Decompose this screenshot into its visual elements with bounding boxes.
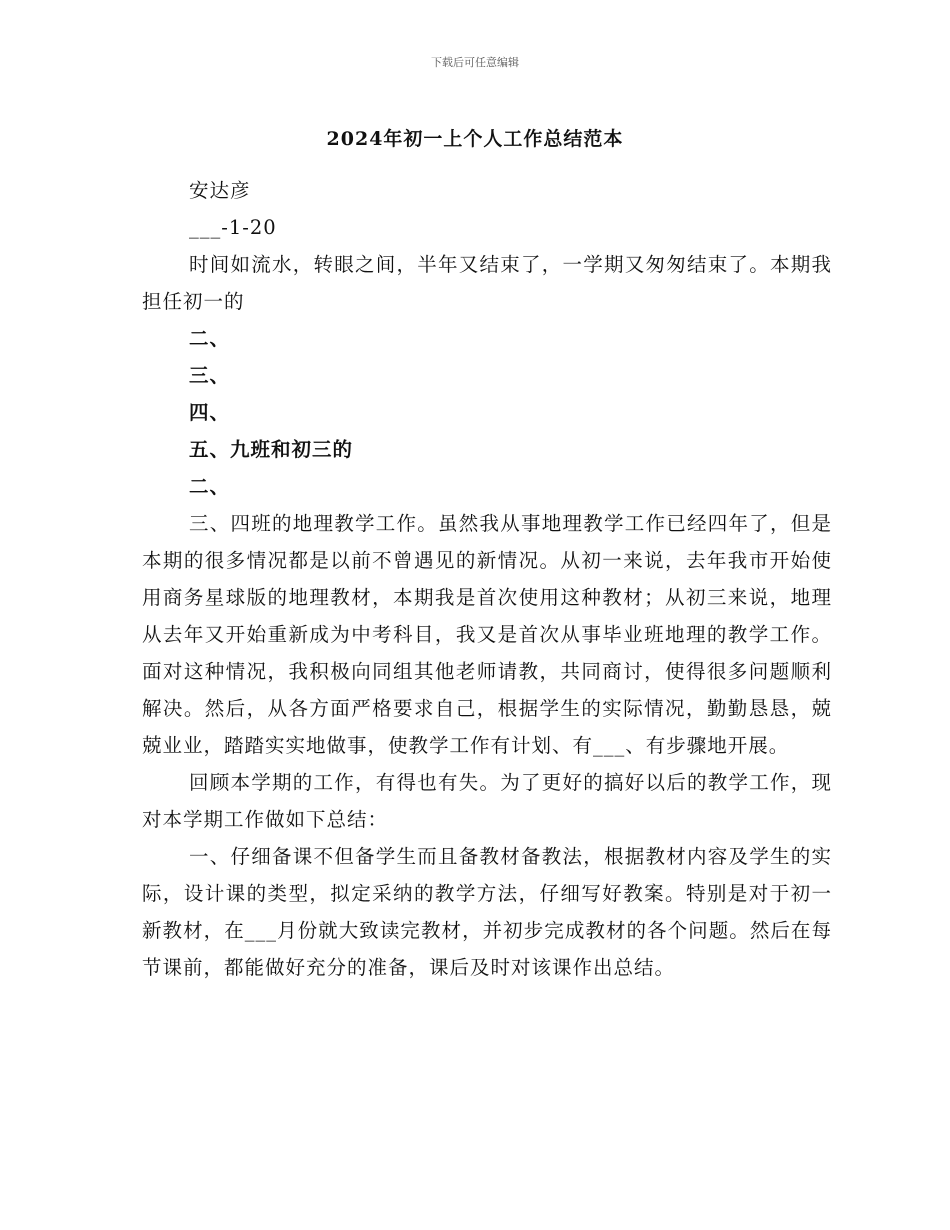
paragraph: 时间如流水，转眼之间，半年又结束了，一学期又匆匆结束了。本期我担任初一的 bbox=[142, 253, 832, 313]
paragraph: 五、九班和初三的 bbox=[189, 438, 354, 461]
paragraph: 二、 bbox=[189, 327, 231, 350]
paragraph-list bbox=[142, 246, 832, 986]
document-body bbox=[142, 172, 832, 986]
paragraph: 三、 bbox=[189, 364, 231, 387]
document-title: 2024年初一上个人工作总结范本 bbox=[326, 128, 624, 150]
paragraph: 三、四班的地理教学工作。虽然我从事地理教学工作已经四年了，但是本期的很多情况都是以前不曾遇见的新情况。从初一来说，去年我市开始使用商务星球版的地理教材，本期我是首次使用这种教材；从初三来说，地理从去年又开始重新成为中考科目，我又是首次从事毕业班地理的教学工作。面对这种情况，我积极向同组其他老师请教，共同商讨，使得很多问题顺利解决。然后，从各方面严格要求自己，根据学生的实际情况，勤勤恳恳，兢兢业业，踏踏实实地做事，使教学工作有计划、有___、有步骤地开展。 bbox=[142, 512, 832, 757]
paragraph: 四、 bbox=[189, 401, 231, 424]
date-line: ___-1-20 bbox=[189, 216, 277, 239]
paragraph: 二、 bbox=[189, 475, 231, 498]
author-line: 安达彦 bbox=[189, 179, 251, 202]
paragraph: 一、仔细备课不但备学生而且备教材备教法，根据教材内容及学生的实际，设计课的类型，拟定采纳的教学方法，仔细写好教案。特别是对于初一新教材，在___月份就大致读完教材，并初步完成教材的各个问题。然后在每节课前，都能做好充分的准备，课后及时对该课作出总结。 bbox=[142, 845, 832, 979]
page-header-note: 下载后可任意编辑 bbox=[431, 56, 519, 69]
paragraph: 回顾本学期的工作，有得也有失。为了更好的搞好以后的教学工作，现对本学期工作做如下总结： bbox=[142, 771, 832, 831]
